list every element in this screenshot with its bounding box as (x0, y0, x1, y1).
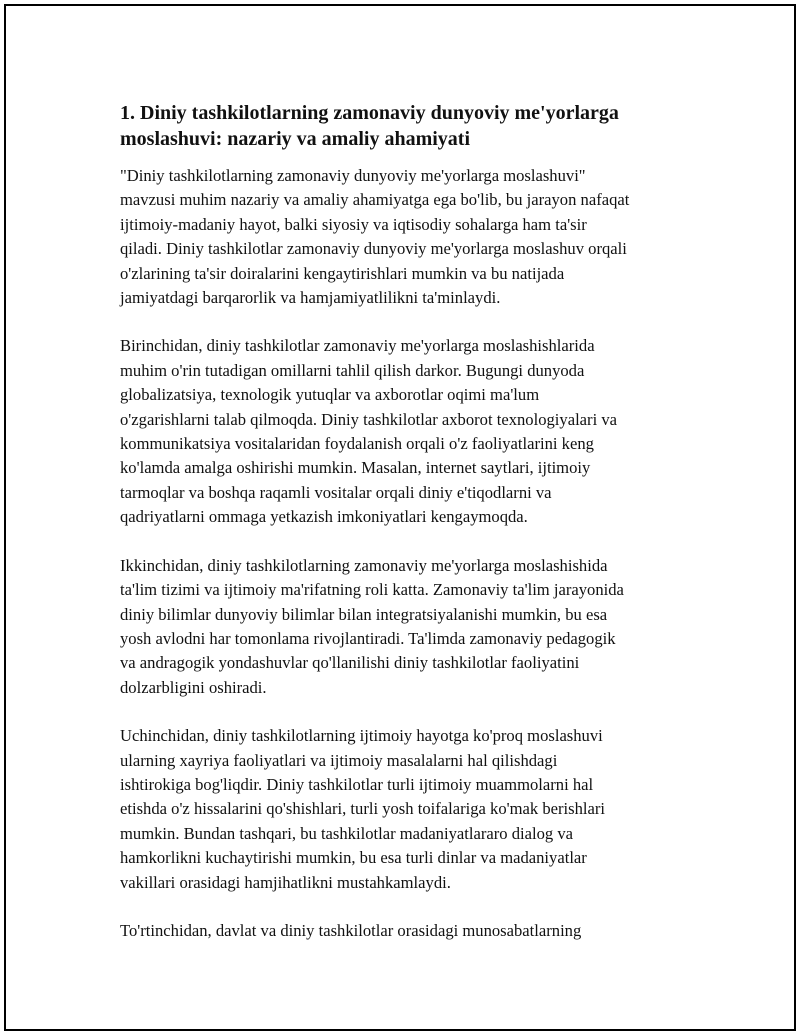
paragraph-line: o'zgarishlarni talab qilmoqda. Diniy tashkilotlar axborot texnologiyalari va (120, 409, 617, 429)
paragraph-line: qadriyatlarni ommaga yetkazish imkoniyatlari kengaymoqda. (120, 507, 528, 527)
heading-line: 1. Diniy tashkilotlarning zamonaviy dunyoviy me'yorlarga (120, 102, 619, 124)
paragraph-line: dolzarbligini oshiradi. (120, 677, 267, 697)
section-heading (120, 100, 690, 152)
paragraph-line: vakillari orasidagi hamjihatlikni mustahkamlaydi. (120, 872, 451, 892)
paragraph-line: globalizatsiya, texnologik yutuqlar va axborotlar oqimi ma'lum (120, 385, 540, 405)
paragraph-line: jamiyatdagi barqarorlik va hamjamiyatlilikni ta'minlaydi. (120, 288, 501, 308)
paragraph-line: ijtimoiy-madaniy hayot, balki siyosiy va iqtisodiy sohalarga ham ta'sir (120, 214, 587, 234)
paragraph-line: "Diniy tashkilotlarning zamonaviy dunyoviy me'yorlarga moslashuvi" (120, 166, 586, 185)
paragraph-line: mumkin. Bundan tashqari, bu tashkilotlar madaniyatlararo dialog va (120, 823, 573, 843)
paragraph-line: va andragogik yondashuvlar qo'llanilishi diniy tashkilotlar faoliyatini (120, 653, 580, 673)
paragraph-line: diniy bilimlar dunyoviy bilimlar bilan integratsiyalanishi mumkin, bu esa (120, 604, 608, 624)
paragraph-line: ko'lamda amalga oshirishi mumkin. Masalan, internet saytlari, ijtimoiy (120, 458, 591, 478)
paragraph-line: Uchinchidan, diniy tashkilotlarning ijtimoiy hayotga ko'proq moslashuvi (120, 726, 603, 746)
paragraph-second (120, 554, 690, 700)
document-page (4, 4, 796, 1031)
paragraph-line: tarmoqlar va boshqa raqamli vositalar orqali diniy e'tiqodlarni va (120, 482, 552, 502)
paragraph-line: hamkorlikni kuchaytirishi mumkin, bu esa turli dinlar va madaniyatlar (120, 848, 587, 868)
paragraph-third (120, 724, 690, 895)
paragraph-line: mavzusi muhim nazariy va amaliy ahamiyatga ega bo'lib, bu jarayon nafaqat (120, 190, 630, 210)
document-body (120, 100, 690, 943)
paragraph-line: kommunikatsiya vositalaridan foydalanish orqali o'z faoliyatlarini keng (120, 434, 594, 454)
paragraph-line: o'zlarining ta'sir doiralarini kengaytirishlari mumkin va bu natijada (120, 263, 565, 283)
paragraph-intro (120, 164, 690, 310)
paragraph-first (120, 334, 690, 529)
paragraph-line: ularning xayriya faoliyatlari va ijtimoiy masalalarni hal qilishdagi (120, 750, 558, 770)
paragraph-fourth (120, 919, 690, 943)
paragraph-line: yosh avlodni har tomonlama rivojlantiradi. Ta'limda zamonaviy pedagogik (120, 628, 616, 648)
paragraph-line: Ikkinchidan, diniy tashkilotlarning zamonaviy me'yorlarga moslashishida (120, 555, 608, 575)
paragraph-line: muhim o'rin tutadigan omillarni tahlil qilish darkor. Bugungi dunyoda (120, 360, 585, 380)
heading-line: moslashuvi: nazariy va amaliy ahamiyati (120, 128, 471, 150)
paragraph-line: ta'lim tizimi va ijtimoiy ma'rifatning roli katta. Zamonaviy ta'lim jarayonida (120, 580, 624, 600)
paragraph-line: To'rtinchidan, davlat va diniy tashkilotlar orasidagi munosabatlarning (120, 920, 582, 940)
paragraph-line: qiladi. Diniy tashkilotlar zamonaviy dunyoviy me'yorlarga moslashuv orqali (120, 239, 627, 259)
paragraph-line: Birinchidan, diniy tashkilotlar zamonaviy me'yorlarga moslashishlarida (120, 336, 595, 356)
paragraph-line: ishtirokiga bog'liqdir. Diniy tashkilotlar turli ijtimoiy muammolarni hal (120, 774, 594, 794)
paragraph-line: etishda o'z hissalarini qo'shishlari, turli yosh toifalariga ko'mak berishlari (120, 799, 606, 819)
